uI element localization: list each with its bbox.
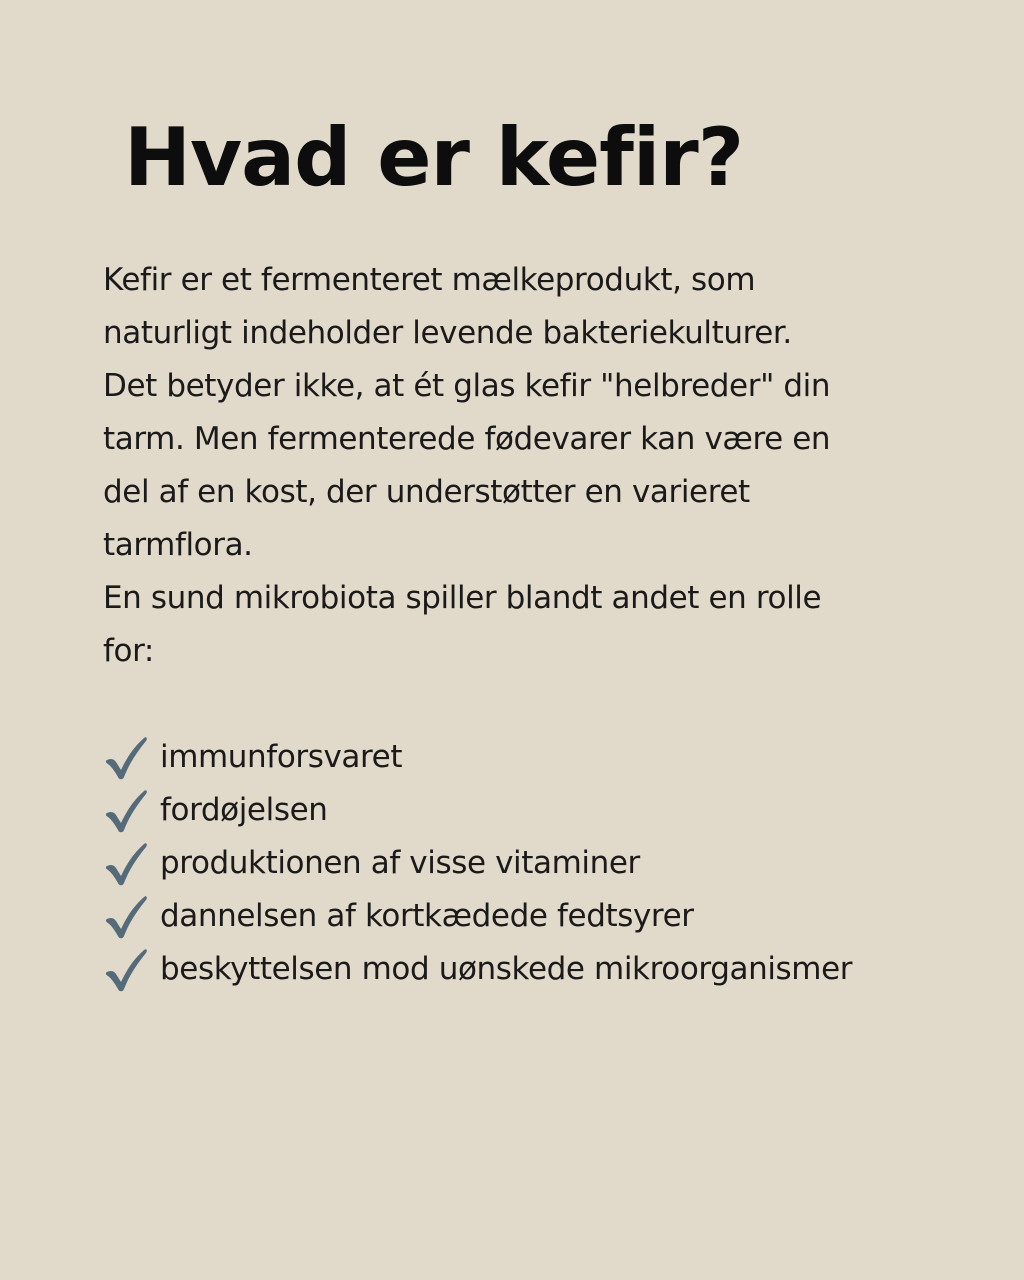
checklist-item xyxy=(103,943,983,996)
checklist-item-label: fordøjelsen xyxy=(160,792,328,828)
body-text xyxy=(103,254,983,996)
checklist-item xyxy=(103,837,983,890)
paragraph-line: del af en kost, der understøtter en varieret xyxy=(103,474,750,510)
checklist-item xyxy=(103,784,983,837)
paragraph-line: Kefir er et fermenteret mælkeprodukt, som xyxy=(103,262,756,298)
check-mark-icon xyxy=(103,894,149,940)
page-title: Hvad er kefir? xyxy=(124,111,744,204)
checklist-item-label: dannelsen af kortkædede fedtsyrer xyxy=(160,898,694,934)
paragraph-line: Det betyder ikke, at ét glas kefir "helbreder" din xyxy=(103,368,831,404)
paragraph-line: tarm. Men fermenterede fødevarer kan være en xyxy=(103,421,831,457)
check-mark-icon xyxy=(103,841,149,887)
paragraph-line: tarmflora. xyxy=(103,527,253,563)
paragraph-line: naturligt indeholder levende bakteriekulturer. xyxy=(103,315,792,351)
intro-line: En sund mikrobiota spiller blandt andet en rolle xyxy=(103,580,822,616)
checklist-item-label: beskyttelsen mod uønskede mikroorganismer xyxy=(160,951,853,987)
blank-line xyxy=(103,678,983,731)
check-mark-icon xyxy=(103,947,149,993)
check-mark-icon xyxy=(103,735,149,781)
checklist xyxy=(103,731,983,996)
checklist-item xyxy=(103,731,983,784)
checklist-item-label: produktionen af visse vitaminer xyxy=(160,845,640,881)
check-mark-icon xyxy=(103,788,149,834)
checklist-item-label: immunforsvaret xyxy=(160,739,403,775)
intro-line: for: xyxy=(103,633,154,669)
checklist-item xyxy=(103,890,983,943)
